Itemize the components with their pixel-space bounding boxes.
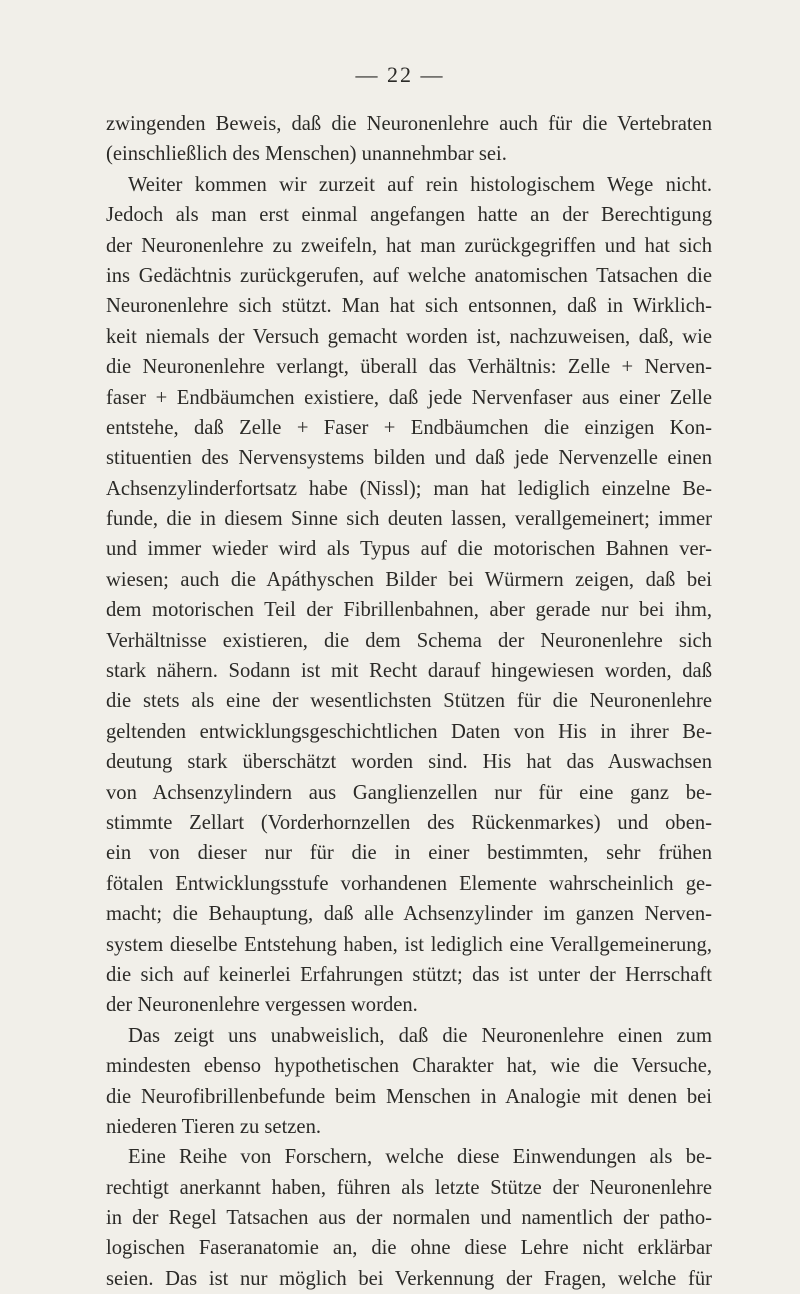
text-line: faser + Endbäumchen existiere, daß jede Nervenfaser aus einer Zelle <box>106 386 712 409</box>
text-line: Das zeigt uns unabweislich, daß die Neuronenlehre einen zum <box>128 1024 712 1047</box>
text-line: entstehe, daß Zelle + Faser + Endbäumchen die einzigen Kon- <box>106 416 712 439</box>
text-line: die Neuronenlehre verlangt, überall das Verhältnis: Zelle + Nerven- <box>106 356 712 379</box>
text-line: system dieselbe Entstehung haben, ist lediglich eine Verallgemeinerung, <box>106 933 712 956</box>
text-line: funde, die in diesem Sinne sich deuten lassen, verallgemeinert; immer <box>106 508 712 531</box>
text-line: der Neuronenlehre zu zweifeln, hat man zurückgegriffen und hat sich <box>106 234 712 257</box>
text-line: keit niemals der Versuch gemacht worden ist, nachzuweisen, daß, wie <box>106 325 712 348</box>
text-line: in der Regel Tatsachen aus der normalen und namentlich der patho- <box>106 1207 712 1230</box>
text-line: von Achsenzylindern aus Ganglienzellen nur für eine ganz be- <box>106 781 712 804</box>
text-line: Neuronenlehre sich stützt. Man hat sich entsonnen, daß in Wirklich- <box>106 295 712 318</box>
text-line: Weiter kommen wir zurzeit auf rein histologischem Wege nicht. <box>128 173 712 196</box>
text-line: dem motorischen Teil der Fibrillenbahnen, aber gerade nur bei ihm, <box>106 599 712 622</box>
text-line: macht; die Behauptung, daß alle Achsenzylinder im ganzen Nerven- <box>106 903 712 926</box>
text-line: deutung stark überschätzt worden sind. His hat das Auswachsen <box>106 751 712 774</box>
text-line: ein von dieser nur für die in einer bestimmten, sehr frühen <box>106 842 712 865</box>
text-line: rechtigt anerkannt haben, führen als letzte Stütze der Neuronenlehre <box>106 1176 712 1199</box>
text-line: die stets als eine der wesentlichsten Stützen für die Neuronenlehre <box>106 690 712 713</box>
text-line: zwingenden Beweis, daß die Neuronenlehre auch für die Vertebraten <box>106 113 712 135</box>
paragraph <box>106 1021 712 1143</box>
text-line: Eine Reihe von Forschern, welche diese Einwendungen als be- <box>128 1146 712 1169</box>
body-text <box>106 109 712 1294</box>
paragraph <box>106 170 712 1021</box>
text-line: und immer wieder wird als Typus auf die motorischen Bahnen ver- <box>106 538 712 561</box>
text-line: die Neurofibrillenbefunde beim Menschen in Analogie mit denen bei <box>106 1085 712 1108</box>
text-line: niederen Tieren zu setzen. <box>106 1115 322 1138</box>
text-line: stark nähern. Sodann ist mit Recht darauf hingewiesen worden, daß <box>106 660 712 683</box>
paragraph <box>106 1142 712 1294</box>
text-line: die sich auf keinerlei Erfahrungen stützt; das ist unter der Herrschaft <box>106 963 712 986</box>
text-line: seien. Das ist nur möglich bei Verkennung der Fragen, welche für <box>106 1267 712 1290</box>
text-line: der Neuronenlehre vergessen worden. <box>106 994 418 1017</box>
text-line: fötalen Entwicklungsstufe vorhandenen Elemente wahrscheinlich ge- <box>106 872 712 895</box>
text-line: Jedoch als man erst einmal angefangen hatte an der Berechtigung <box>106 204 712 227</box>
text-line: logischen Faseranatomie an, die ohne diese Lehre nicht erklärbar <box>106 1237 712 1260</box>
text-line: stimmte Zellart (Vorderhornzellen des Rückenmarkes) und oben- <box>106 811 712 834</box>
text-line: stituentien des Nervensystems bilden und daß jede Nervenzelle einen <box>106 447 712 470</box>
text-line: mindesten ebenso hypothetischen Charakter hat, wie die Versuche, <box>106 1055 712 1078</box>
text-line: Verhältnisse existieren, die dem Schema der Neuronenlehre sich <box>106 629 712 652</box>
text-line: wiesen; auch die Apáthyschen Bilder bei Würmern zeigen, daß bei <box>106 568 712 591</box>
text-line: (einschließlich des Menschen) unannehmbar sei. <box>106 143 507 166</box>
page-number: — 22 — <box>355 62 445 87</box>
text-line: ins Gedächtnis zurückgerufen, auf welche anatomischen Tatsachen die <box>106 264 712 287</box>
text-line: Achsenzylinderfortsatz habe (Nissl); man hat lediglich einzelne Be- <box>106 477 712 500</box>
text-line: geltenden entwicklungsgeschichtlichen Daten von His in ihrer Be- <box>106 720 712 743</box>
paragraph <box>106 109 712 170</box>
